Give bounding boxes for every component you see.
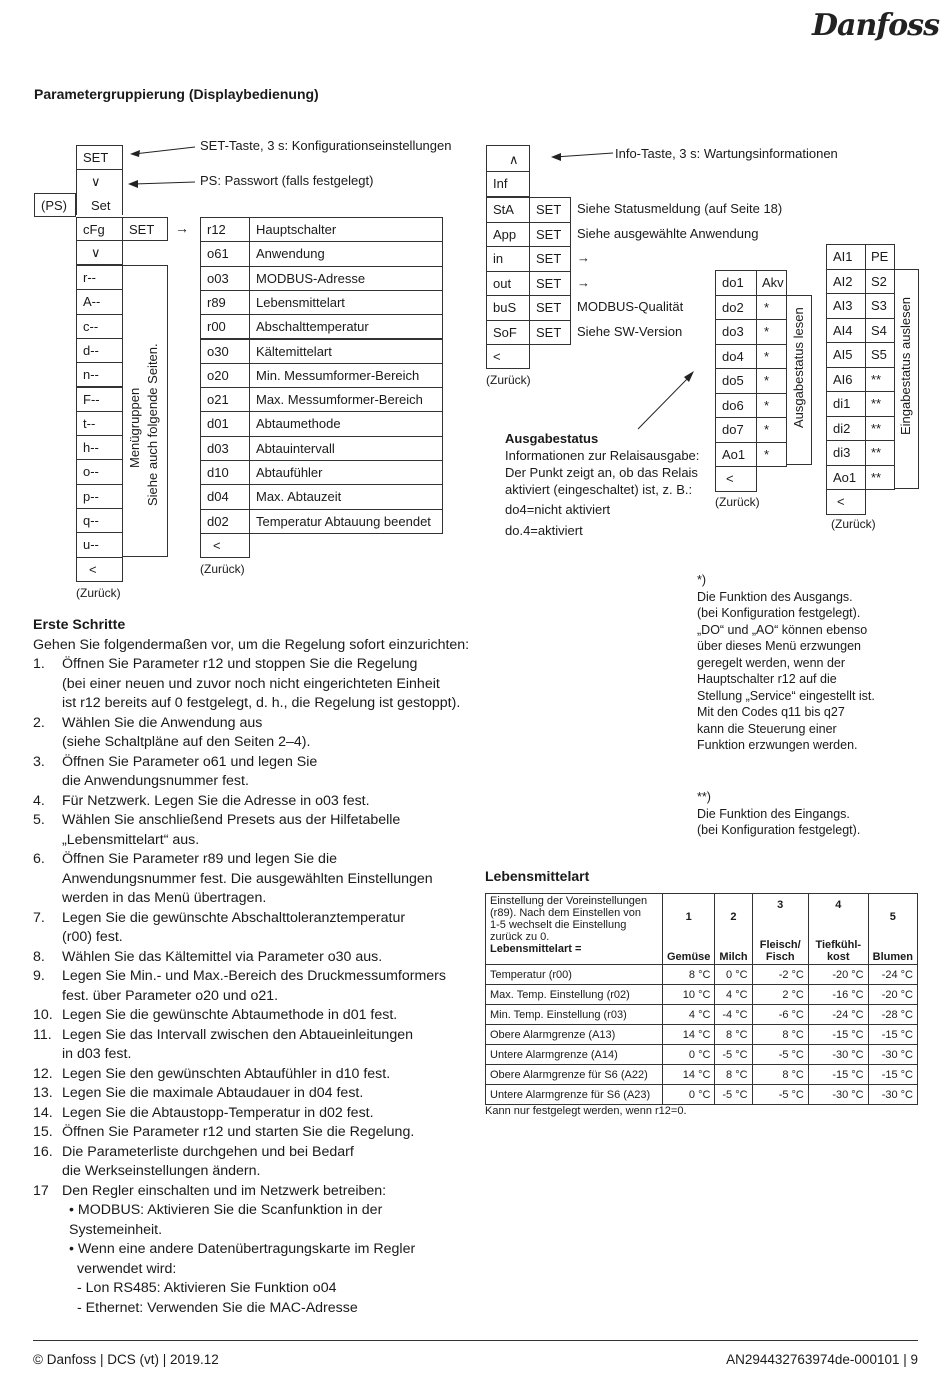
step-line: „Lebensmittelart“ aus. <box>62 831 200 848</box>
param-desc: Temperatur Abtauung beendet <box>249 509 443 534</box>
input-code: AI6 <box>826 367 866 393</box>
table-cell: -15 °C <box>808 1025 868 1045</box>
column-name: Blumen <box>872 951 913 963</box>
info-row-code: StA <box>486 197 530 223</box>
table-cell: -20 °C <box>868 985 917 1005</box>
table-row <box>486 985 918 1005</box>
param-desc: Abschalttemperatur <box>249 314 443 339</box>
table-cell: -30 °C <box>868 1085 917 1105</box>
input-code: AI5 <box>826 342 866 368</box>
table-cell: -15 °C <box>808 1065 868 1085</box>
param-desc: Max. Messumformer-Bereich <box>249 387 443 412</box>
param-code: o21 <box>200 387 250 412</box>
output-value: * <box>756 319 787 345</box>
step-line: Wählen Sie die Anwendung aus <box>62 714 263 731</box>
step-number: 2. <box>33 714 45 731</box>
info-key-note: Info-Taste, 3 s: Wartungsinformationen <box>615 146 838 161</box>
output-code: do5 <box>715 368 757 394</box>
param-back-symbol: < <box>200 533 250 558</box>
step-line: die Werkseinstellungen ändern. <box>62 1163 261 1179</box>
step-number: 10. <box>33 1007 53 1023</box>
step-line: Öffnen Sie Parameter o61 und legen Sie <box>62 753 318 770</box>
info-back-label: (Zurück) <box>486 373 531 387</box>
header-desc-line: 1-5 wechselt die Einstellung <box>490 919 627 931</box>
output-value: * <box>756 368 787 394</box>
column-header <box>808 894 868 965</box>
table-header-row <box>486 894 918 965</box>
table-cell: 14 °C <box>663 1025 715 1045</box>
table-row <box>486 1025 918 1045</box>
step-item <box>33 1104 473 1124</box>
step-item <box>33 948 473 968</box>
step-line: Öffnen Sie Parameter r12 und starten Sie die Regelung. <box>62 1124 415 1140</box>
step-line: Legen Sie die maximale Abtaudauer in d04 fest. <box>62 1085 364 1101</box>
menu-group-item: p-- <box>76 484 123 509</box>
step-number: 5. <box>33 812 45 828</box>
param-code: d04 <box>200 484 250 509</box>
step-item <box>33 1182 473 1202</box>
param-code: o61 <box>200 241 250 266</box>
step-line: Wählen Sie anschließend Presets aus der Hilfetabelle <box>62 812 401 828</box>
input-value: S5 <box>865 342 895 368</box>
menu-group-item: t-- <box>76 411 123 436</box>
menu-group-item: c-- <box>76 314 123 339</box>
row-label: Untere Alarmgrenze für S6 (A23) <box>486 1085 663 1105</box>
arrow-icon <box>120 140 200 190</box>
step-line: Legen Sie die gewünschte Abtaumethode in d01 fest. <box>62 1007 398 1023</box>
output-code: do7 <box>715 417 757 443</box>
table-cell: -24 °C <box>868 965 917 985</box>
chevron-down-icon: ∨ <box>91 174 101 189</box>
input-code: di1 <box>826 391 866 417</box>
menugruppen-label: Menügruppen <box>127 387 142 468</box>
step-line: (siehe Schaltpläne auf den Seiten 2–4). <box>62 734 311 750</box>
ausgabestatus-line: Der Punkt zeigt an, ob das Relais <box>505 465 698 480</box>
step-item <box>33 967 473 1006</box>
step-line: werden in das Menü übertragen. <box>62 890 267 906</box>
table-cell: 8 °C <box>715 1025 752 1045</box>
table-cell: -15 °C <box>868 1065 917 1085</box>
table-cell: -15 °C <box>868 1025 917 1045</box>
info-row-set: SET <box>529 222 571 248</box>
step-line: Den Regler einschalten und im Netzwerk betreiben: <box>62 1182 387 1199</box>
step-line: Wählen Sie das Kältemittel via Parameter o30 aus. <box>62 948 383 965</box>
step-item <box>33 792 473 812</box>
column-number: 3 <box>777 899 784 911</box>
step-item <box>33 655 473 714</box>
output-value: * <box>756 393 787 419</box>
input-value: S2 <box>865 269 895 295</box>
ausgabestatus-line: do.4=aktiviert <box>505 523 583 538</box>
table-cell: 4 °C <box>715 985 752 1005</box>
param-code: r89 <box>200 290 250 315</box>
param-code: d01 <box>200 411 250 436</box>
menu-set-box <box>76 169 123 215</box>
info-back-symbol: < <box>486 344 530 369</box>
step-item <box>33 714 473 753</box>
menu-group-item: q-- <box>76 508 123 533</box>
note-line: Funktion erzwungen werden. <box>697 738 858 752</box>
table-row <box>486 1065 918 1085</box>
chevron-up-icon: ∧ <box>486 145 530 172</box>
step-item <box>33 811 473 850</box>
input-code: di2 <box>826 416 866 442</box>
step-number: 7. <box>33 909 45 926</box>
output-value: * <box>756 442 787 468</box>
sub-sub-item: - Lon RS485: Aktivieren Sie Funktion o04 <box>77 1280 337 1296</box>
footer-right: AN294432763974de-000101 | 9 <box>726 1352 918 1367</box>
groups-back-label: (Zurück) <box>76 586 121 600</box>
step-line: Legen Sie das Intervall zwischen den Abtaueinleitungen <box>62 1026 413 1043</box>
step-line: (r00) fest. <box>62 929 123 945</box>
input-code: AI2 <box>826 269 866 295</box>
menu-cfg-set: SET <box>123 217 168 241</box>
siehe-folgende-label: Siehe auch folgende Seiten. <box>145 343 160 506</box>
step-line: ist r12 bereits auf 0 festgelegt, d. h., die Regelung ist gestoppt). <box>62 695 461 711</box>
network-sub-items <box>33 1201 473 1318</box>
eingabestatus-label: Eingabestatus auslesen <box>898 296 913 435</box>
table-cell: 10 °C <box>663 985 715 1005</box>
danfoss-logo: Danfoss <box>812 8 939 43</box>
menu-cfg: cFg <box>76 217 123 241</box>
step-number: 1. <box>33 656 45 672</box>
param-desc: Max. Abtauzeit <box>249 484 443 509</box>
output-value: * <box>756 344 787 370</box>
param-code: d03 <box>200 436 250 461</box>
column-header <box>663 894 715 965</box>
table-cell: 14 °C <box>663 1065 715 1085</box>
step-line: Öffnen Sie Parameter r89 und legen Sie die <box>62 851 337 867</box>
lebensmittelart-title: Lebensmittelart <box>485 868 590 884</box>
output-code: do1 <box>715 270 757 296</box>
menu-group-item: h-- <box>76 435 123 460</box>
step-number: 6. <box>33 851 45 867</box>
header-label: Lebensmittelart = <box>490 943 582 955</box>
column-name: Gemüse <box>667 951 711 963</box>
page-title: Parametergruppierung (Displaybedienung) <box>34 86 319 102</box>
step-number: 11. <box>33 1026 52 1043</box>
note-line: Die Funktion des Ausgangs. <box>697 589 853 604</box>
table-cell: 8 °C <box>715 1065 752 1085</box>
row-label: Temperatur (r00) <box>486 965 663 985</box>
info-row-text: Siehe ausgewählte Anwendung <box>577 225 759 241</box>
intro-text: Gehen Sie folgendermaßen vor, um die Regelung sofort einzurichten: <box>33 636 470 653</box>
output-back-symbol: < <box>715 466 757 492</box>
ausgabestatus-line: Informationen zur Relaisausgabe: <box>505 448 700 463</box>
param-code: d10 <box>200 460 250 485</box>
table-cell: -30 °C <box>808 1045 868 1065</box>
param-desc: Abtauintervall <box>249 436 443 461</box>
note-line: (bei Konfiguration festgelegt). <box>697 823 861 837</box>
column-header <box>868 894 917 965</box>
step-line: Öffnen Sie Parameter r12 und stoppen Sie die Regelung <box>62 656 418 672</box>
menu-set: SET <box>76 145 123 169</box>
column-name: Milch <box>719 951 748 963</box>
info-row-text: MODBUS-Qualität <box>577 299 684 314</box>
ausgabestatus-lesen-label: Ausgabestatus lesen <box>791 307 806 428</box>
row-label: Obere Alarmgrenze für S6 (A22) <box>486 1065 663 1085</box>
table-cell: -5 °C <box>715 1085 752 1105</box>
note-line: (bei Konfiguration festgelegt). <box>697 606 861 620</box>
info-row-code: SoF <box>486 320 530 346</box>
note-mark: *) <box>697 573 707 587</box>
row-label: Max. Temp. Einstellung (r02) <box>486 985 663 1005</box>
output-value: Akv <box>756 270 787 296</box>
table-cell: 0 °C <box>663 1085 715 1105</box>
input-code: Ao1 <box>826 465 866 491</box>
input-code: di3 <box>826 440 866 466</box>
menu-set-lower: Set <box>91 198 111 213</box>
output-code: do4 <box>715 344 757 370</box>
table-cell: 8 °C <box>663 965 715 985</box>
table-cell: 8 °C <box>752 1065 808 1085</box>
step-line: in d03 fest. <box>62 1046 132 1062</box>
table-cell: -4 °C <box>715 1005 752 1025</box>
table-cell: 4 °C <box>663 1005 715 1025</box>
step-item <box>33 1065 473 1085</box>
header-desc-line: (r89). Nach dem Einstellen von <box>490 907 642 919</box>
param-code: o20 <box>200 363 250 388</box>
table-cell: 0 °C <box>663 1045 715 1065</box>
note-line: Mit den Codes q11 bis q27 <box>697 705 845 719</box>
table-cell: -30 °C <box>868 1045 917 1065</box>
menu-group-item: n-- <box>76 362 123 387</box>
ausgabestatus-title: Ausgabestatus <box>505 431 599 446</box>
param-code: d02 <box>200 509 250 534</box>
steps-list <box>33 655 473 1201</box>
table-row <box>486 1085 918 1105</box>
step-item <box>33 1026 473 1065</box>
info-row-code: out <box>486 271 530 297</box>
menu-group-item: u-- <box>76 532 123 557</box>
param-desc: Kältemittelart <box>249 339 443 364</box>
arrow-icon: → <box>175 220 189 236</box>
table-row <box>486 965 918 985</box>
step-item <box>33 909 473 948</box>
menu-group-item: < <box>76 557 123 582</box>
header-description <box>486 894 663 965</box>
output-value: * <box>756 417 787 443</box>
table-cell: -30 °C <box>808 1085 868 1105</box>
note-input-function <box>697 789 917 839</box>
info-row-set: SET <box>529 246 571 272</box>
input-value: ** <box>865 416 895 442</box>
note-output-function <box>697 572 917 754</box>
output-value: * <box>756 295 787 321</box>
table-footnote: Kann nur festgelegt werden, wenn r12=0. <box>485 1105 687 1117</box>
info-row-code: in <box>486 246 530 272</box>
step-item <box>33 753 473 792</box>
note-line: Hauptschalter r12 auf die <box>697 672 837 686</box>
input-code: AI4 <box>826 318 866 344</box>
step-number: 16. <box>33 1143 53 1160</box>
note-line: geregelt werden, wenn der <box>697 655 846 670</box>
table-cell: 0 °C <box>715 965 752 985</box>
table-cell: -28 °C <box>868 1005 917 1025</box>
param-desc: Abtaufühler <box>249 460 443 485</box>
info-row-text: → <box>577 274 590 290</box>
output-code: do6 <box>715 393 757 419</box>
ausgabestatus-line: do4=nicht aktiviert <box>505 502 611 517</box>
input-value: ** <box>865 440 895 466</box>
param-desc: Abtaumethode <box>249 411 443 436</box>
info-row-text: Siehe SW-Version <box>577 323 683 339</box>
step-number: 17 <box>33 1182 49 1199</box>
column-name: Fleisch/ Fisch <box>759 939 801 963</box>
ps-box: (PS) <box>34 193 76 217</box>
note-line: über dieses Menü erzwungen <box>697 639 861 653</box>
chevron-down-icon: ∨ <box>76 241 123 265</box>
note-line: Stellung „Service“ eingestellt ist. <box>697 688 875 703</box>
input-value: ** <box>865 367 895 393</box>
column-header <box>752 894 808 965</box>
step-item <box>33 850 473 909</box>
info-row-set: SET <box>529 320 571 346</box>
lebensmittelart-table <box>485 893 918 1105</box>
column-number: 4 <box>835 899 842 911</box>
step-line: Für Netzwerk. Legen Sie die Adresse in o03 fest. <box>62 792 370 809</box>
inputs-back-label: (Zurück) <box>831 517 876 531</box>
note-mark: **) <box>697 790 711 804</box>
info-row-set: SET <box>529 295 571 321</box>
step-number: 9. <box>33 968 45 984</box>
menu-group-item: o-- <box>76 459 123 484</box>
step-line: fest. über Parameter o20 und o21. <box>62 987 279 1004</box>
step-item <box>33 1084 473 1104</box>
step-line: Legen Sie die Abtaustopp-Temperatur in d02 fest. <box>62 1104 374 1121</box>
sub-item: • MODBUS: Aktivieren Sie die Scanfunktion in der Systemeinheit. <box>69 1202 383 1238</box>
step-number: 15. <box>33 1124 53 1140</box>
output-code: Ao1 <box>715 442 757 468</box>
arrow-icon <box>545 146 615 162</box>
step-line: Die Parameterliste durchgehen und bei Bedarf <box>62 1143 354 1160</box>
erste-schritte-section <box>33 616 473 1318</box>
note-line: „DO“ und „AO“ können ebenso <box>697 622 868 637</box>
menu-group-item: F-- <box>76 387 123 412</box>
row-label: Untere Alarmgrenze (A14) <box>486 1045 663 1065</box>
input-value: ** <box>865 465 895 491</box>
menu-group-item: r-- <box>76 265 123 290</box>
info-row-code: buS <box>486 295 530 321</box>
input-back-symbol: < <box>826 489 866 515</box>
table-cell: -16 °C <box>808 985 868 1005</box>
step-line: Legen Sie Min.- und Max.-Bereich des Druckmessumformers <box>62 968 446 984</box>
step-line: Anwendungsnummer fest. Die ausgewählten Einstellungen <box>62 870 433 887</box>
menu-group-item: d-- <box>76 338 123 363</box>
ps-note: PS: Passwort (falls festgelegt) <box>200 173 374 188</box>
outputs-back-label: (Zurück) <box>715 495 760 509</box>
info-row-text: → <box>577 250 590 265</box>
param-desc: Lebensmittelart <box>249 290 443 315</box>
param-code: o30 <box>200 339 250 364</box>
footer-divider <box>33 1340 918 1341</box>
step-number: 13. <box>33 1085 53 1101</box>
step-line: Legen Sie die gewünschte Abschalttoleranztemperatur <box>62 909 406 926</box>
input-value: ** <box>865 391 895 417</box>
header-desc-line: Einstellung der Voreinstellungen <box>490 895 648 907</box>
column-number: 5 <box>889 911 896 923</box>
info-row-code: App <box>486 222 530 248</box>
params-back-label: (Zurück) <box>200 562 245 576</box>
input-value: PE <box>865 244 895 270</box>
info-row-set: SET <box>529 271 571 297</box>
input-code: AI1 <box>826 244 866 270</box>
sub-item: verwendet wird: <box>77 1260 177 1277</box>
input-code: AI3 <box>826 293 866 319</box>
note-line: kann die Steuerung einer <box>697 721 837 736</box>
row-label: Min. Temp. Einstellung (r03) <box>486 1005 663 1025</box>
param-desc: MODBUS-Adresse <box>249 266 443 291</box>
table-cell: -5 °C <box>752 1085 808 1105</box>
table-cell: 2 °C <box>752 985 808 1005</box>
table-cell: -6 °C <box>752 1005 808 1025</box>
table-cell: -2 °C <box>752 965 808 985</box>
section-heading: Erste Schritte <box>33 617 126 633</box>
step-number: 12. <box>33 1065 53 1082</box>
header-desc-line: zurück zu 0. <box>490 931 550 943</box>
table-cell: -5 °C <box>752 1045 808 1065</box>
column-number: 2 <box>730 911 737 923</box>
param-desc: Anwendung <box>249 241 443 266</box>
info-row-set: SET <box>529 197 571 223</box>
step-number: 14. <box>33 1104 53 1121</box>
step-number: 3. <box>33 753 45 770</box>
info-set-column <box>529 197 571 345</box>
output-code: do3 <box>715 319 757 345</box>
table-cell: -5 °C <box>715 1045 752 1065</box>
column-name: Tiefkühl- kost <box>815 939 862 963</box>
ausgabestatus-line: aktiviert (eingeschaltet) ist, z. B.: <box>505 482 693 497</box>
input-value: S4 <box>865 318 895 344</box>
step-line: Legen Sie den gewünschten Abtaufühler in d10 fest. <box>62 1065 391 1082</box>
table-row <box>486 1005 918 1025</box>
param-code: o03 <box>200 266 250 291</box>
param-code: r12 <box>200 217 250 242</box>
param-desc: Hauptschalter <box>249 217 443 242</box>
note-line: Die Funktion des Eingangs. <box>697 806 850 821</box>
table-cell: -20 °C <box>808 965 868 985</box>
column-number: 1 <box>685 911 692 923</box>
step-item <box>33 1006 473 1026</box>
sub-sub-item: - Ethernet: Verwenden Sie die MAC-Adresse <box>77 1299 358 1316</box>
output-code: do2 <box>715 295 757 321</box>
table-cell: -24 °C <box>808 1005 868 1025</box>
step-item <box>33 1123 473 1143</box>
column-header <box>715 894 752 965</box>
footer-left: © Danfoss | DCS (vt) | 2019.12 <box>33 1352 219 1367</box>
row-label: Obere Alarmgrenze (A13) <box>486 1025 663 1045</box>
step-number: 8. <box>33 948 45 965</box>
menu-group-item: A-- <box>76 289 123 314</box>
step-line: (bei einer neuen und zuvor noch nicht eingerichteten Einheit <box>62 675 440 692</box>
sub-item: • Wenn eine andere Datenübertragungskarte im Regler <box>69 1241 416 1257</box>
arrow-icon <box>635 366 700 432</box>
step-number: 4. <box>33 792 45 809</box>
set-key-note: SET-Taste, 3 s: Konfigurationseinstellungen <box>200 138 452 153</box>
input-value: S3 <box>865 293 895 319</box>
menu-inf: Inf <box>486 172 530 197</box>
step-item <box>33 1143 473 1182</box>
param-code: r00 <box>200 314 250 339</box>
table-cell: 8 °C <box>752 1025 808 1045</box>
param-desc: Min. Messumformer-Bereich <box>249 363 443 388</box>
info-row-text: Siehe Statusmeldung (auf Seite 18) <box>577 201 783 216</box>
step-line: die Anwendungsnummer fest. <box>62 773 249 789</box>
table-row <box>486 1045 918 1065</box>
